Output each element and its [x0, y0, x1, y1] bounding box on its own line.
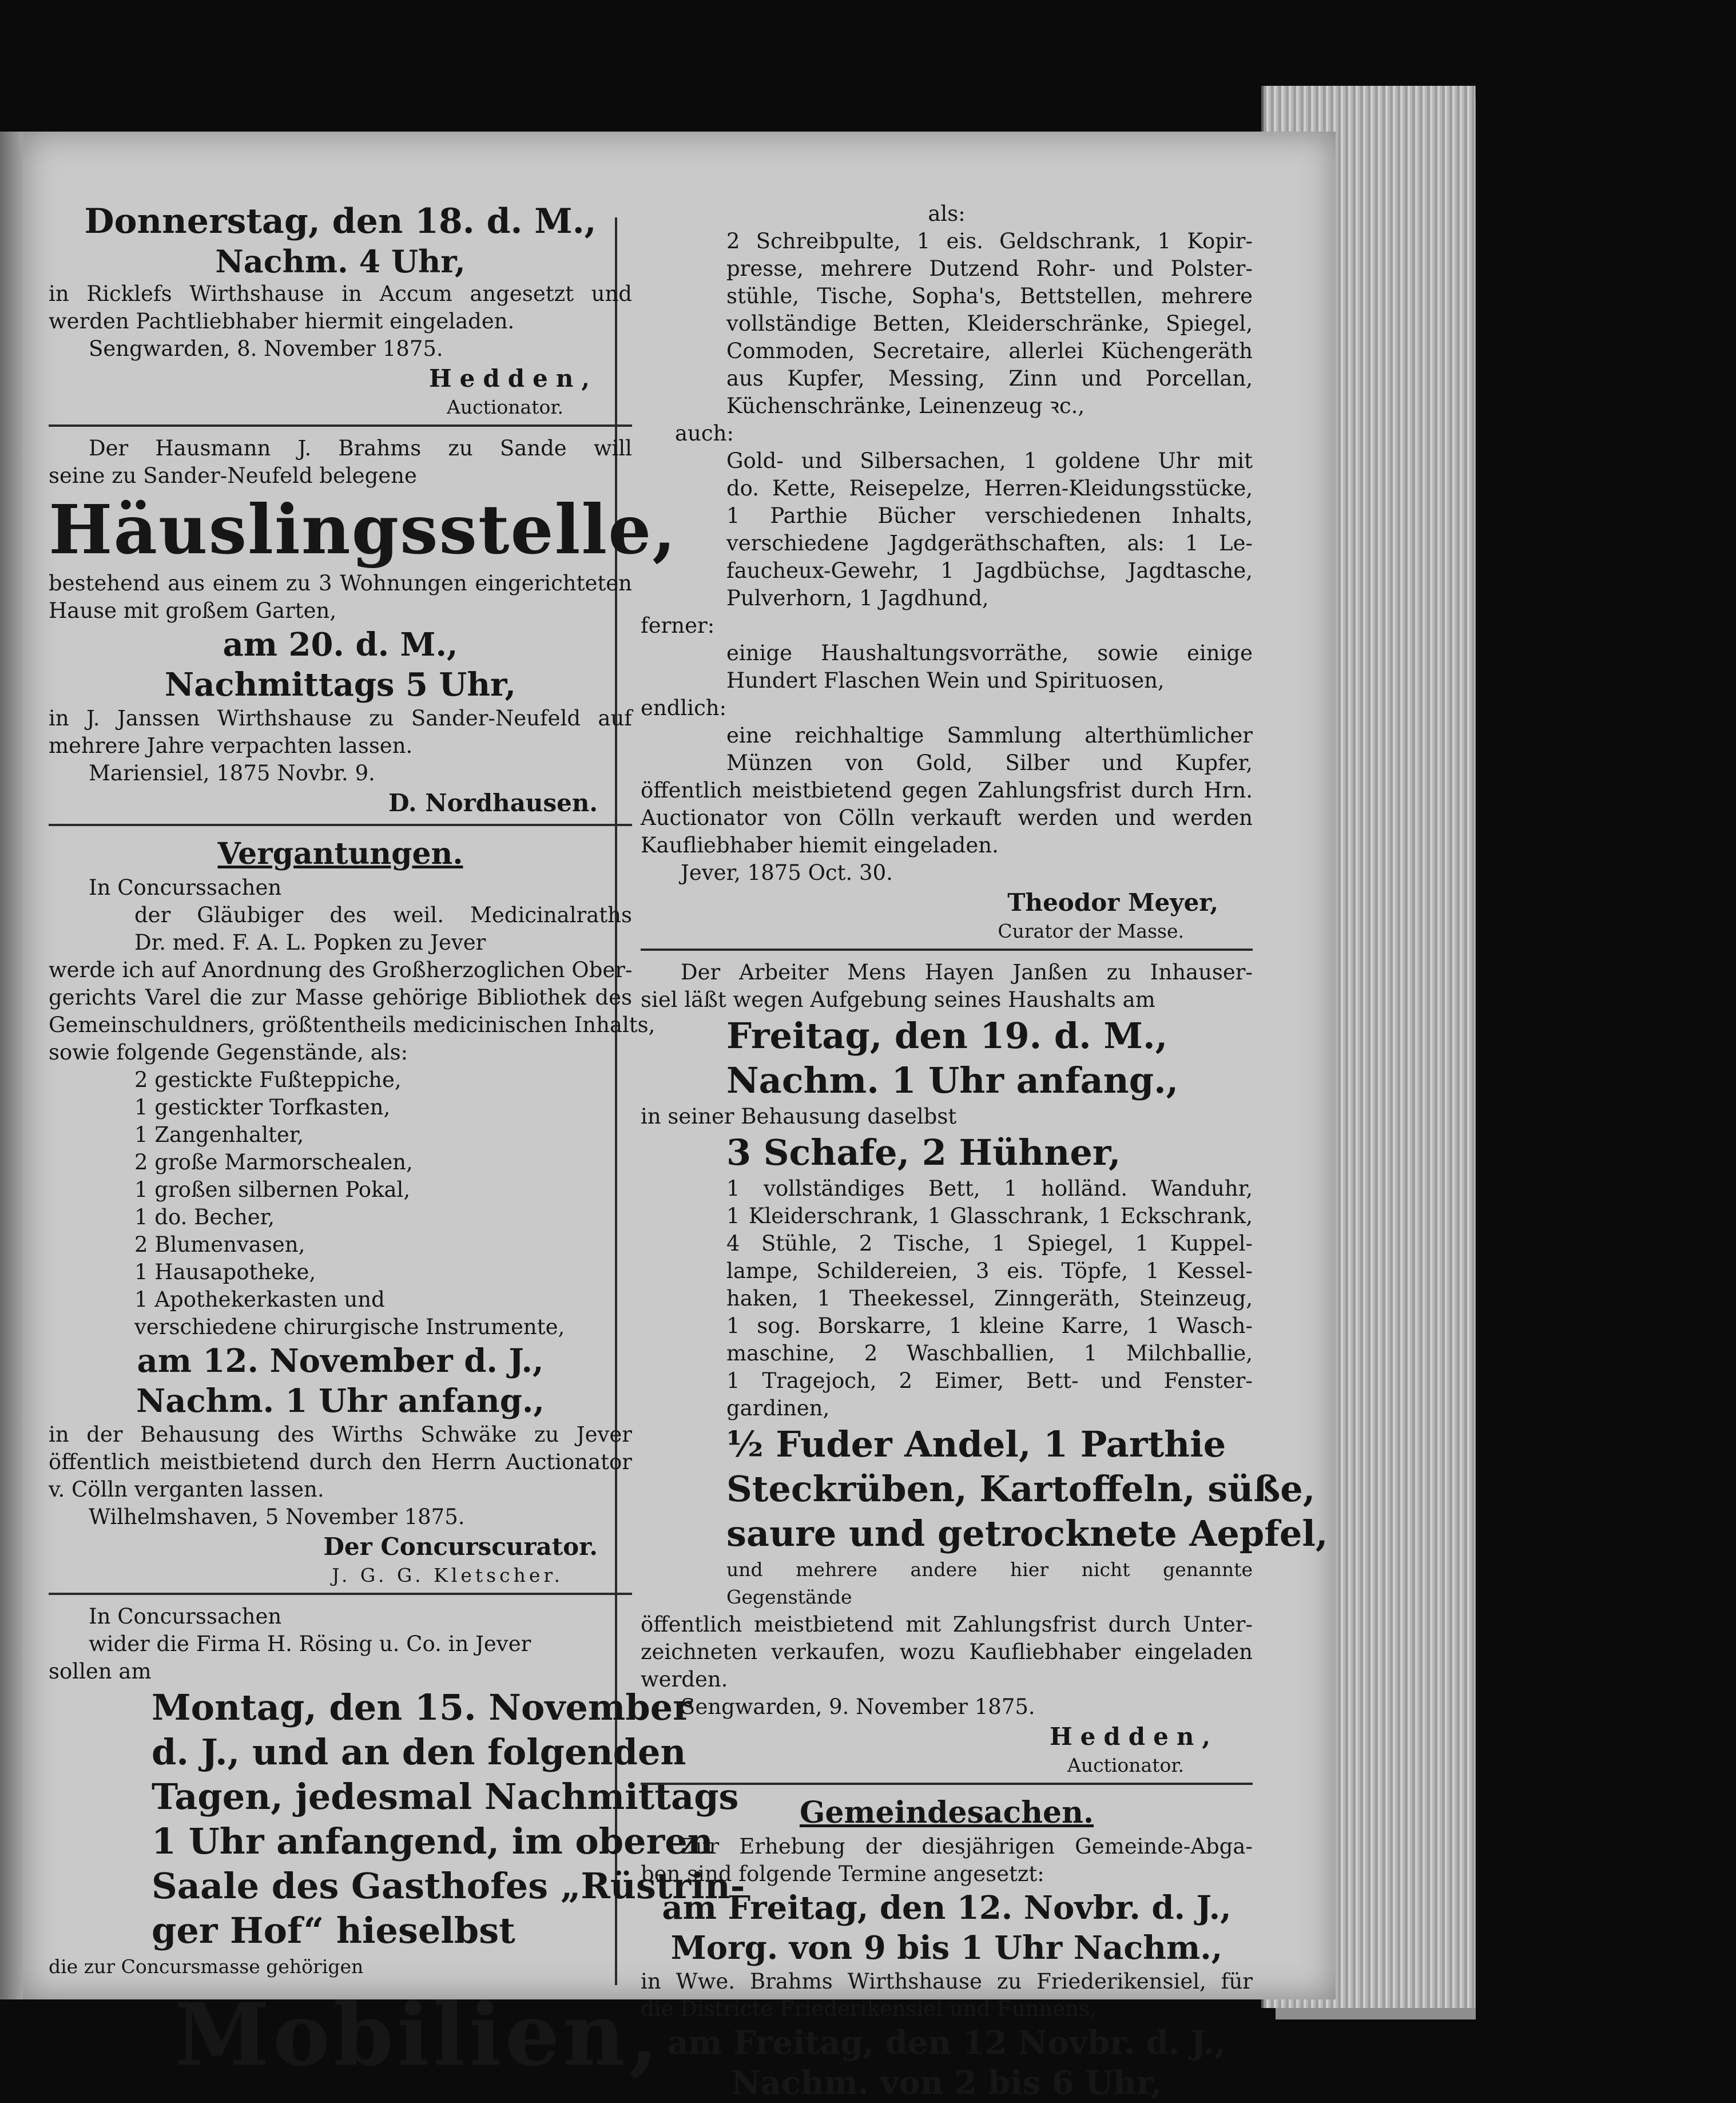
- ad-line: Der Arbeiter Mens Hayen Janßen zu Inhauser-: [681, 960, 1253, 985]
- ad-label: ferner:: [641, 613, 715, 638]
- ad-label: endlich:: [641, 696, 727, 720]
- list-item: lampe, Schildereien, 3 eis. Töpfe, 1 Kessel-: [726, 1259, 1253, 1283]
- ad-title: Mobilien,: [174, 1985, 662, 2085]
- list-item: 1 vollständiges Bett, 1 holländ. Wanduhr,: [726, 1176, 1253, 1201]
- ad-line: ben sind folgende Termine angesetzt:: [641, 1862, 1044, 1886]
- list-item: 1 Hausapotheke,: [134, 1260, 316, 1284]
- ad-place-date: Sengwarden, 8. November 1875.: [89, 336, 443, 361]
- ad-date: am Freitag, den 12. Novbr. d. J.,: [662, 1889, 1232, 1927]
- list-item: 1 do. Becher,: [134, 1205, 275, 1229]
- ad-line: In Concurssachen: [89, 1604, 282, 1629]
- ad-line: sowie folgende Gegenstände, als:: [49, 1040, 408, 1065]
- ad-signer-name: J. G. G. Kletscher.: [332, 1564, 563, 1586]
- ad-line: Münzen von Gold, Silber und Kupfer,: [726, 751, 1253, 775]
- ad-line: Hundert Flaschen Wein und Spirituosen,: [726, 668, 1165, 693]
- ad-line: 2 Schreibpulte, 1 eis. Geldschrank, 1 Kopir-: [726, 229, 1253, 253]
- list-item: maschine, 2 Waschballien, 1 Milchballie,: [726, 1341, 1253, 1366]
- ad-line: Hause mit großem Garten,: [49, 598, 337, 623]
- ad-line: öffentlich meistbietend gegen Zahlungsfrist durch Hrn.: [641, 778, 1253, 803]
- list-item: 4 Stühle, 2 Tische, 1 Spiegel, 1 Kuppel-: [726, 1231, 1253, 1256]
- right-column: [641, 200, 1328, 2103]
- section-heading: Vergantungen.: [217, 836, 463, 871]
- ad-gemeindesachen: [641, 1793, 1253, 2103]
- list-item: verschiedene chirurgische Instrumente,: [134, 1315, 565, 1339]
- list-item: 1 großen silbernen Pokal,: [134, 1177, 411, 1202]
- ad-line: siel läßt wegen Aufgebung seines Haushalts am: [641, 987, 1155, 1012]
- ad-line: öffentlich meistbietend mit Zahlungsfrist durch Unter-: [641, 1612, 1253, 1637]
- ad-line: in der Behausung des Wirths Schwäke zu Jever: [49, 1422, 632, 1447]
- ad-big-line: 1 Uhr anfangend, im oberen: [152, 1820, 713, 1862]
- list-item: 1 Tragejoch, 2 Eimer, Bett- und Fenster-: [726, 1368, 1253, 1393]
- ad-place: in seiner Behausung daselbst: [641, 1104, 957, 1129]
- list-item: 1 Kleiderschrank, 1 Glasschrank, 1 Eckschrank,: [726, 1204, 1253, 1228]
- ad-label: auch:: [675, 421, 734, 446]
- ad-signer: Hedden,: [1049, 1723, 1218, 1751]
- ad-big-line: ger Hof“ hieselbst: [152, 1910, 515, 1951]
- ad-place-date: Wilhelmshaven, 5 November 1875.: [89, 1505, 465, 1529]
- ad-time: Morg. von 9 bis 1 Uhr Nachm.,: [670, 1929, 1223, 1967]
- ad-big-line: Saale des Gasthofes „Rüstrin-: [152, 1865, 745, 1907]
- ad-line: werde ich auf Anordnung des Großherzoglichen Ober-: [49, 958, 633, 982]
- divider-rule: [641, 1783, 1253, 1785]
- ad-title: Donnerstag, den 18. d. M.,: [84, 201, 597, 241]
- list-item: haken, 1 Theekessel, Zinngeräth, Steinzeug,: [726, 1286, 1253, 1311]
- ad-line: in Ricklefs Wirthshause in Accum angesetzt und: [49, 281, 632, 306]
- ad-line: stühle, Tische, Sopha's, Bettstellen, mehrere: [726, 284, 1253, 308]
- ad-signer-title: Curator der Masse.: [998, 920, 1184, 942]
- ad-time: Nachmittags 5 Uhr,: [165, 666, 516, 704]
- ad-line: werden.: [641, 1667, 728, 1692]
- ad-line: der Gläubiger des weil. Medicinalraths: [134, 903, 632, 927]
- ad-line: die zur Concursmasse gehörigen: [49, 1955, 364, 1978]
- ad-date: am Freitag, den 12 Novbr. d. J.,: [668, 2024, 1226, 2062]
- ad-line: eine reichhaltige Sammlung alterthümlicher: [726, 723, 1253, 748]
- ad-title: 3 Schafe, 2 Hühner,: [726, 1132, 1121, 1173]
- ad-line: Kaufliebhaber hiemit eingeladen.: [641, 833, 999, 858]
- ad-line: einige Haushaltungsvorräthe, sowie einige: [726, 641, 1253, 665]
- ad-line: Gemeinschuldners, größtentheils medicinischen Inhalts,: [49, 1013, 656, 1037]
- ad-line: in Wwe. Brahms Wirthshause zu Friederikensiel, für: [641, 1969, 1253, 1994]
- ad-line: Zur Erhebung der diesjährigen Gemeinde-Abga-: [681, 1834, 1253, 1859]
- ad-time: Nachm. 1 Uhr anfang.,: [136, 1382, 545, 1420]
- ad-signer-title: Auctionator.: [1067, 1754, 1184, 1776]
- list-item: 2 große Marmorschealen,: [134, 1150, 413, 1174]
- divider-rule: [49, 424, 632, 427]
- ad-line: faucheux-Gewehr, 1 Jagdbüchse, Jagdtasche,: [726, 558, 1253, 583]
- ad-line: und mehrere andere hier nicht genannte: [726, 1558, 1253, 1581]
- ad-line: Gold- und Silbersachen, 1 goldene Uhr mit: [726, 449, 1253, 473]
- ad-line: Pulverhorn, 1 Jagdhund,: [726, 586, 989, 610]
- ad-time: Nachm. 1 Uhr anfang.,: [726, 1060, 1179, 1101]
- ad-big-line: d. J., und an den folgenden: [152, 1731, 686, 1773]
- ad-title: Häuslingsstelle,: [49, 490, 677, 569]
- list-item: 1 Zangenhalter,: [134, 1122, 304, 1147]
- ad-line: die Districte Friederikensiel und Funnens,: [641, 1997, 1097, 2021]
- ad-line: presse, mehrere Dutzend Rohr- und Polster-: [726, 256, 1253, 281]
- ad-line: seine zu Sander-Neufeld belegene: [49, 463, 417, 488]
- ad-line: in J. Janssen Wirthshause zu Sander-Neufeld auf: [49, 706, 632, 731]
- ad-line: werden Pachtliebhaber hiermit eingeladen.: [49, 309, 515, 334]
- list-item: 1 Apothekerkasten und: [134, 1287, 385, 1312]
- list-item: 1 sog. Borskarre, 1 kleine Karre, 1 Wasch-: [726, 1314, 1253, 1338]
- ad-signer-title: Auctionator.: [447, 396, 563, 418]
- ad-line: v. Cölln verganten lassen.: [49, 1477, 324, 1502]
- divider-rule: [641, 949, 1253, 951]
- ad-date: am 20. d. M.,: [223, 626, 458, 664]
- newspaper-page: [23, 132, 1336, 2102]
- ad-haeuslingsstelle: [49, 435, 677, 819]
- ad-line: vollständige Betten, Kleiderschränke, Spiegel,: [726, 311, 1253, 336]
- ad-place-date: Mariensiel, 1875 Novbr. 9.: [89, 761, 375, 785]
- divider-rule: [49, 824, 632, 826]
- list-item: 2 Blumenvasen,: [134, 1232, 305, 1257]
- ad-date: Freitag, den 19. d. M.,: [726, 1015, 1168, 1057]
- ad-vergantungen: [49, 834, 656, 1588]
- ad-line: Auctionator von Cölln verkauft werden und werden: [641, 806, 1253, 830]
- ad-signer: Theodor Meyer,: [1007, 888, 1218, 916]
- list-item: gardinen,: [726, 1396, 830, 1420]
- ad-line: wider die Firma H. Rösing u. Co. in Jever: [89, 1632, 531, 1656]
- ad-masse-meyer: [641, 200, 1253, 944]
- ad-line: öffentlich meistbietend durch den Herrn Auctionator: [49, 1450, 632, 1474]
- ad-line: Der Hausmann J. Brahms zu Sande will: [89, 436, 632, 461]
- ad-big-line: ½ Fuder Andel, 1 Parthie: [726, 1423, 1226, 1465]
- ad-place-date: Jever, 1875 Oct. 30.: [681, 860, 893, 885]
- ad-line: aus Kupfer, Messing, Zinn und Porcellan,: [726, 366, 1253, 391]
- ad-line: verschiedene Jagdgeräthschaften, als: 1 Le-: [726, 531, 1253, 555]
- divider-rule: [49, 1593, 632, 1595]
- ad-big-line: Steckrüben, Kartoffeln, süße,: [726, 1468, 1316, 1510]
- ad-line: gerichts Varel die zur Masse gehörige Bibliothek des: [49, 985, 632, 1010]
- ad-line: In Concurssachen: [89, 875, 282, 900]
- section-heading: Gemeindesachen.: [799, 1795, 1094, 1830]
- ad-signer: Der Concurscurator.: [323, 1533, 598, 1561]
- ad-line: do. Kette, Reisepelze, Herren-Kleidungsstücke,: [726, 476, 1253, 501]
- ad-line: zeichneten verkaufen, wozu Kaufliebhaber eingeladen: [641, 1640, 1253, 1664]
- ad-hayen-janssen: [641, 959, 1328, 1778]
- ad-signer: D. Nordhausen.: [388, 789, 598, 817]
- ad-line: bestehend aus einem zu 3 Wohnungen eingerichteten: [49, 571, 632, 596]
- ad-line: 1 Parthie Bücher verschiedenen Inhalts,: [726, 503, 1253, 528]
- ad-label: als:: [928, 201, 966, 226]
- ad-time: Nachm. 4 Uhr,: [215, 243, 466, 280]
- ad-line: Küchenschränke, Leinenzeug ꝛc.,: [726, 394, 1085, 418]
- ad-place-date: Sengwarden, 9. November 1875.: [681, 1695, 1035, 1719]
- ad-line: Dr. med. F. A. L. Popken zu Jever: [134, 930, 486, 955]
- ad-signer: Hedden,: [428, 364, 598, 392]
- ad-line: Gegenstände: [726, 1586, 852, 1608]
- ad-pacht-accum: [49, 200, 632, 420]
- ad-date: am 12. November d. J.,: [137, 1342, 544, 1380]
- ad-line: Commoden, Secretaire, allerlei Küchengeräth: [726, 339, 1253, 363]
- ad-big-line: saure und getrocknete Aepfel,: [726, 1513, 1328, 1554]
- ad-big-line: Montag, den 15. November: [152, 1687, 692, 1728]
- list-item: 2 gestickte Fußteppiche,: [134, 1068, 402, 1092]
- ad-time: Nachm. von 2 bis 6 Uhr,: [731, 2064, 1162, 2102]
- ad-big-line: Tagen, jedesmal Nachmittags: [152, 1776, 739, 1818]
- ad-line: sollen am: [49, 1659, 152, 1684]
- list-item: 1 gestickter Torfkasten,: [134, 1095, 391, 1120]
- ad-line: mehrere Jahre verpachten lassen.: [49, 733, 413, 758]
